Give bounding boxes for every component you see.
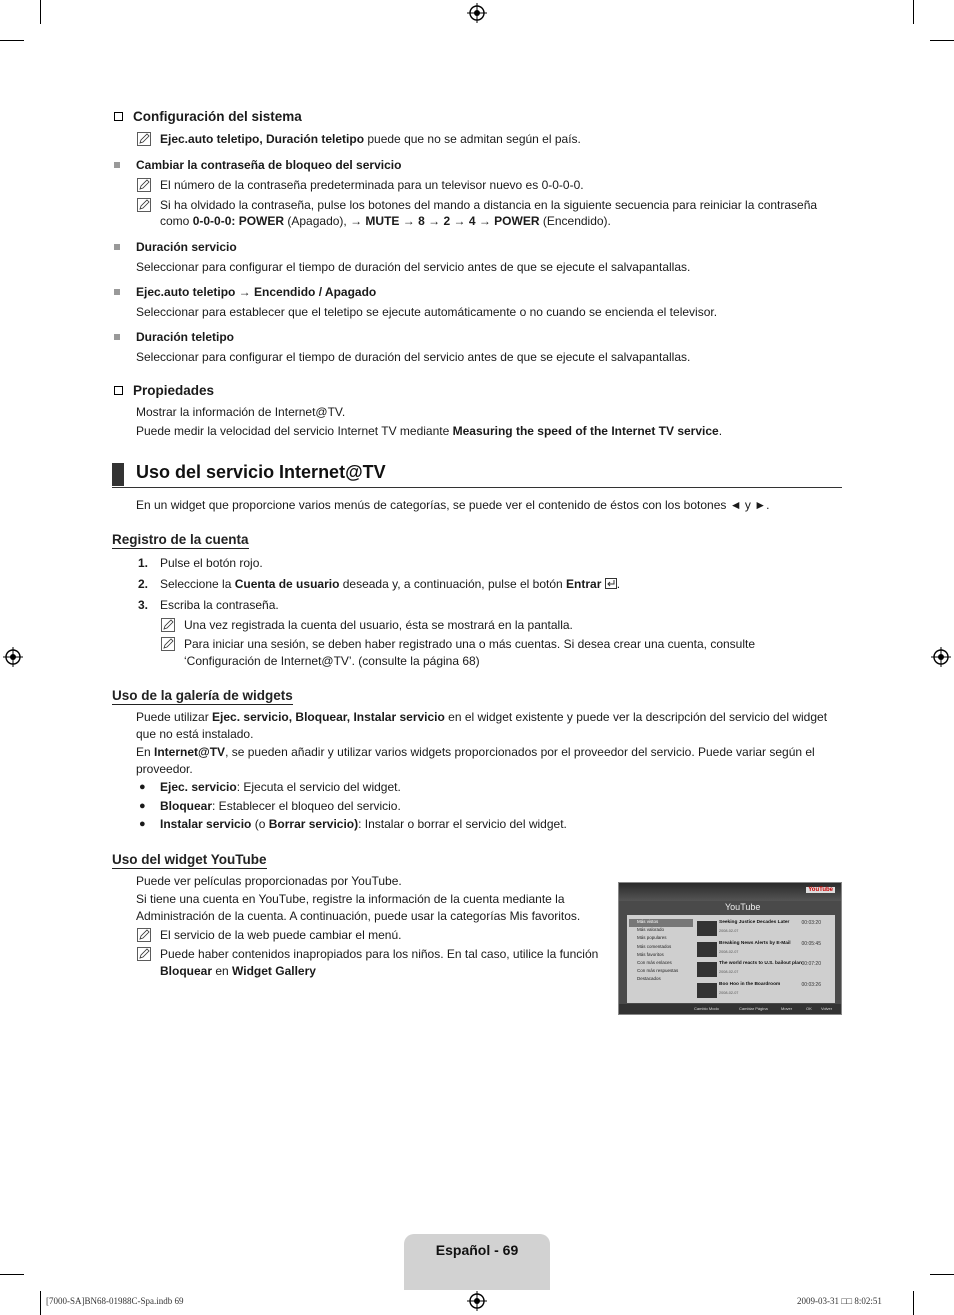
step-2: Seleccione la Cuenta de usuario deseada y, a continuación, pulse el botón Entrar . bbox=[160, 577, 621, 591]
config-note: Ejec.auto teletipo, Duración teletipo puede que no se admitan según el país. bbox=[160, 132, 581, 146]
youtube-line-1: Puede ver películas proporcionadas por YouTube. bbox=[136, 874, 402, 888]
youtube-logo: YouTube bbox=[808, 887, 833, 893]
properties-line-2: Puede medir la velocidad del servicio Internet TV mediante Measuring the speed of the Internet TV service. bbox=[136, 424, 723, 438]
note-icon bbox=[137, 178, 151, 192]
widget-bottom-bar bbox=[619, 1004, 842, 1015]
password-note-2b: como 0-0-0-0: POWER (Apagado), → MUTE → 8 → 2 → 4 → POWER (Encendido). bbox=[160, 214, 611, 228]
section-heading-properties: Propiedades bbox=[114, 383, 214, 398]
file-info: [7000-SA]BN68-01988C-Spa.indb 69 bbox=[46, 1296, 184, 1306]
subheading-password: Cambiar la contraseña de bloqueo del servicio bbox=[136, 158, 402, 172]
subheading-ticker-autorun: Ejec.auto teletipo → Encendido / Apagado bbox=[136, 285, 377, 299]
menu-item[interactable]: Con más enlaces bbox=[637, 959, 672, 965]
registration-note-2b: ‘Configuración de Internet@TV’. (consulte la página 68) bbox=[184, 654, 480, 668]
heading-account-registration: Registro de la cuenta bbox=[112, 532, 249, 547]
registration-mark-icon bbox=[3, 647, 23, 667]
youtube-line-3: Administración de la cuenta. A continuación, puede usar la categorías Mis favoritos. bbox=[136, 909, 581, 923]
bullet-icon: ● bbox=[139, 781, 146, 793]
menu-item[interactable]: Más vistos bbox=[629, 919, 693, 927]
enter-icon bbox=[605, 578, 617, 589]
youtube-widget-screenshot bbox=[618, 882, 842, 1015]
hint-back: Volver bbox=[821, 1006, 833, 1011]
step-number: 3. bbox=[138, 598, 149, 612]
note-icon bbox=[137, 132, 151, 146]
list-item[interactable]: Boo Hoo in the Boardroom 2008-02-07 00:03:26 bbox=[697, 981, 833, 1002]
registration-mark-icon bbox=[931, 647, 951, 667]
list-item[interactable]: The world reacts to U.S. bailout plan 2008-02-07 00:07:20 bbox=[697, 960, 833, 981]
heading-widget-gallery: Uso de la galería de widgets bbox=[112, 688, 293, 703]
step-number: 1. bbox=[138, 556, 149, 570]
youtube-note-2a: Puede haber contenidos inapropiados para los niños. En tal caso, utilice la función bbox=[160, 947, 599, 961]
section-heading-config: Configuración del sistema bbox=[114, 109, 302, 124]
ticker-autorun-text: Seleccionar para establecer que el teletipo se ejecute automáticamente o no cuando se encienda el televisor. bbox=[136, 305, 718, 319]
registration-note-2a: Para iniciar una sesión, se deben haber registrado una o más cuentas. Si desea crear una cuenta, consulte bbox=[184, 637, 756, 651]
hint-mode: Cambio Modo bbox=[694, 1006, 719, 1011]
menu-item[interactable]: Más populares bbox=[637, 935, 667, 941]
youtube-line-2: Si tiene una cuenta en YouTube, registre la información de la cuenta mediante la bbox=[136, 892, 565, 906]
gallery-p1a: Puede utilizar Ejec. servicio, Bloquear, Instalar servicio en el widget existente y puede ver la descripción del servicio del widget bbox=[136, 710, 828, 724]
gallery-p1b: que no está instalado. bbox=[136, 727, 254, 741]
widget-title: YouTube bbox=[725, 902, 761, 912]
password-note-1: El número de la contraseña predeterminada para un televisor nuevo es 0-0-0-0. bbox=[160, 178, 584, 192]
registration-mark-icon bbox=[467, 1291, 487, 1311]
menu-item[interactable]: Más comentados bbox=[637, 943, 672, 949]
note-icon bbox=[137, 947, 151, 961]
widget-menu bbox=[629, 919, 693, 985]
hint-move: Mover bbox=[781, 1006, 793, 1011]
video-list bbox=[697, 919, 833, 1001]
bullet-icon: ● bbox=[139, 818, 146, 830]
list-item[interactable]: Seeking Justice Decades Later 2008-02-07 00:03:20 bbox=[697, 919, 833, 940]
note-icon bbox=[161, 618, 175, 632]
gallery-bullet-3: Instalar servicio (o Borrar servicio): Instalar o borrar el servicio del widget. bbox=[160, 817, 567, 831]
menu-item[interactable]: Más favoritos bbox=[637, 951, 664, 957]
youtube-note-2b: Bloquear en Widget Gallery bbox=[160, 964, 316, 978]
gallery-bullet-2: Bloquear: Establecer el bloqueo del servicio. bbox=[160, 799, 401, 813]
step-3: Escriba la contraseña. bbox=[160, 598, 279, 612]
registration-note-1: Una vez registrada la cuenta del usuario, ésta se mostrará en la pantalla. bbox=[184, 618, 573, 632]
heading-youtube-widget: Uso del widget YouTube bbox=[112, 852, 267, 867]
main-intro: En un widget que proporcione varios menús de categorías, se puede ver el contenido de éstos con los botones ◄ y ►. bbox=[136, 498, 770, 512]
hint-ok: OK bbox=[806, 1006, 812, 1011]
menu-item[interactable]: Destacados bbox=[637, 976, 661, 982]
page-title: Uso del servicio Internet@TV bbox=[112, 461, 842, 488]
bullet-icon: ● bbox=[139, 800, 146, 812]
step-1: Pulse el botón rojo. bbox=[160, 556, 263, 570]
ticker-duration-text: Seleccionar para configurar el tiempo de duración del servicio antes de que se ejecute el salvapantallas. bbox=[136, 350, 691, 364]
step-number: 2. bbox=[138, 577, 149, 591]
gallery-p2b: proveedor. bbox=[136, 762, 193, 776]
gallery-p2a: En Internet@TV, se pueden añadir y utilizar varios widgets proporcionados por el proveedor del servicio. Puede variar según el bbox=[136, 745, 815, 759]
note-icon bbox=[161, 637, 175, 651]
registration-mark-icon bbox=[467, 3, 487, 23]
service-duration-text: Seleccionar para configurar el tiempo de duración del servicio antes de que se ejecute el salvapantallas. bbox=[136, 260, 691, 274]
subheading-service-duration: Duración servicio bbox=[136, 240, 237, 254]
print-date: 2009-03-31 □□ 8:02:51 bbox=[797, 1296, 882, 1306]
gallery-bullet-1: Ejec. servicio: Ejecuta el servicio del widget. bbox=[160, 780, 401, 794]
properties-line-1: Mostrar la información de Internet@TV. bbox=[136, 405, 346, 419]
youtube-note-1: El servicio de la web puede cambiar el menú. bbox=[160, 928, 402, 942]
note-icon bbox=[137, 198, 151, 212]
password-note-2a: Si ha olvidado la contraseña, pulse los botones del mando a distancia en la siguiente secuencia para reiniciar la contraseña bbox=[160, 198, 818, 212]
subheading-ticker-duration: Duración teletipo bbox=[136, 330, 235, 344]
menu-item[interactable]: Con más respuestas bbox=[637, 968, 679, 974]
hint-page: Cambiar Página bbox=[739, 1006, 768, 1011]
list-item[interactable]: Breaking News Alerts by E-Mail 2008-02-07 00:05:45 bbox=[697, 940, 833, 961]
menu-item[interactable]: Más valorado bbox=[637, 927, 665, 933]
page-number-tab: Español - 69 bbox=[404, 1234, 550, 1290]
note-icon bbox=[137, 928, 151, 942]
